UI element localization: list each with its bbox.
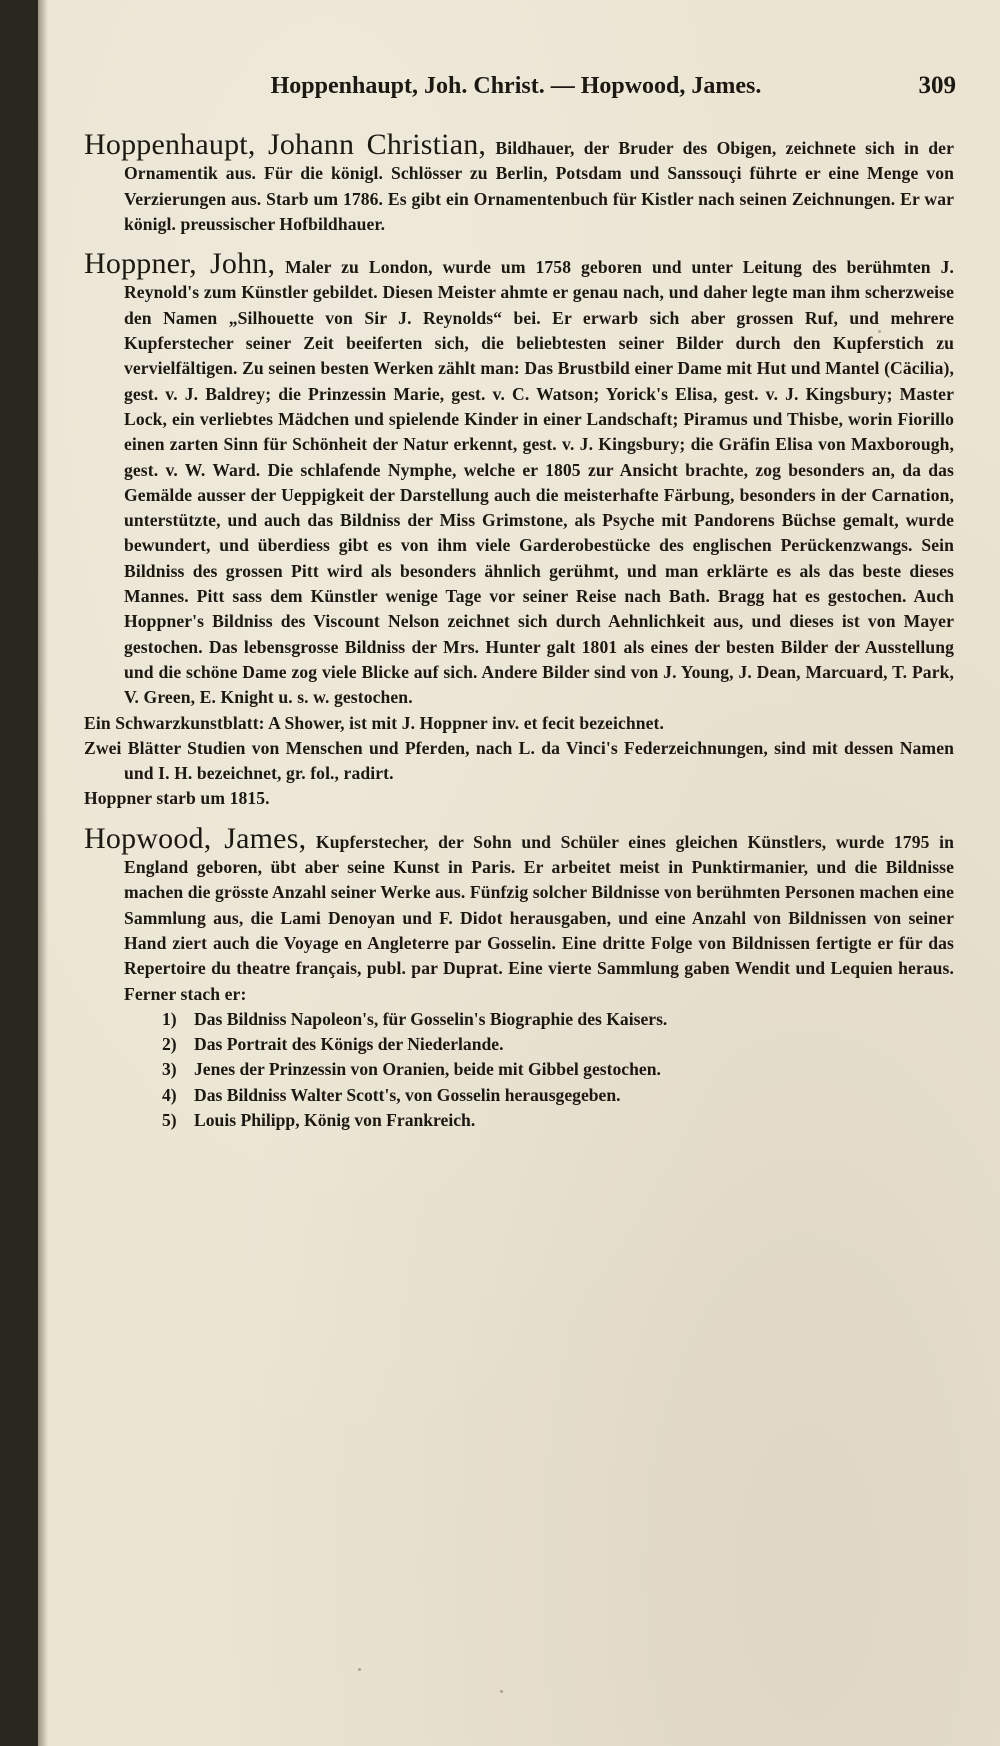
list-item-text: Jenes der Prinzessin von Oranien, beide mit Gibbel gestochen. [194, 1059, 661, 1080]
entry-paragraph [84, 128, 954, 237]
page-number: 309 [918, 72, 956, 99]
dictionary-entries [84, 128, 954, 1147]
list-item-number: 5) [162, 1109, 177, 1130]
entry-text: Maler zu London, wurde um 1758 geboren und unter Leitung des berühmten J. Reynold's zum Künstler gebildet. Diesen Meister ahmte er genau nach, und daher legte man ihm scherzweise den Namen „Silhouette von Sir J. Reynolds“ bei. Er erwarb sich aber grossen Ruf, und mehrere Kupferstecher seiner Zeit beeiferten sich, die beliebtesten seiner Bilder durch den Kupferstich zu vervielfältigen. Zu seinen besten Werken zählt man: Das Brustbild einer Dame mit Hut und Mantel (Cäcilia), gest. v. J. Baldrey; die Prinzessin Marie, gest. v. C. Watson; Yorick's Elisa, gest. v. J. Kingsbury; Master Lock, ein verliebtes Mädchen und spielende Kinder in einer Landschaft; Piramus und Thisbe, worin Fiorillo einen zarten Sinn für Schönheit der Natur erkennt, gest. v. J. Kingsbury; die Gräfin Elisa von Maxborough, gest. v. W. Ward. Die schlafende Nymphe, welche er 1805 zur Ansicht brachte, zog besonders an, da das Gemälde ausser der Ueppigkeit der Darstellung auch die meisterhafte Färbung, besonders in der Carnation, unterstützte, und auch das Bildniss der Miss Grimstone, als Psyche mit Pandorens Büchse gemalt, wurde bewundert, und überdiess gibt es von ihm viele Garderobestücke des englischen Perückenzwangs. Sein Bildniss des grossen Pitt wird als besonders ähnlich gerühmt, und man erklärte es als das beste dieses Mannes. Pitt sass dem Künstler wenige Tage vor seiner Reise nach Bath. Bragg hat es gestochen. Auch Hoppner's Bildniss des Viscount Nelson zeichnet sich durch Aehnlichkeit aus, und dieses ist von Mayer gestochen. Das lebensgrosse Bildniss der Mrs. Hunter galt 1801 als eines der besten Bilder der Ausstellung und die schöne Dame zog viele Blicke auf sich. Andere Bilder sind von J. Young, J. Dean, Marcuard, T. Park, V. Green, E. Knight u. s. w. gestochen. [124, 257, 954, 708]
list-item-number: 4) [162, 1084, 177, 1105]
paper-speck [878, 330, 881, 333]
entry-text: Bildhauer, der Bruder des Obigen, zeichnete sich in der Ornamentik aus. Für die königl. Schlösser zu Berlin, Potsdam und Sanssouçi führte er eine Menge von Verzierungen aus. Starb um 1786. Es gibt ein Ornamentenbuch für Kistler nach seinen Zeichnungen. Er war königl. preussischer Hofbildhauer. [124, 138, 954, 234]
list-item-text: Das Bildniss Napoleon's, für Gosselin's Biographie des Kaisers. [194, 1008, 668, 1029]
entry-hopwood [84, 821, 954, 1134]
list-item [162, 1032, 954, 1057]
paper-speck [500, 1690, 503, 1693]
list-item [162, 1007, 954, 1032]
entry-name: Hoppner, John, [84, 247, 276, 281]
list-item [162, 1108, 954, 1133]
list-item [162, 1057, 954, 1082]
entry-paragraph [84, 247, 954, 710]
paper-speck [358, 1668, 361, 1671]
entry-hoppenhaupt [84, 128, 954, 237]
list-item-number: 1) [162, 1008, 177, 1029]
entry-text: Kupferstecher, der Sohn und Schüler eines gleichen Künstlers, wurde 1795 in England geboren, übt aber seine Kunst in Paris. Er arbeitet meist in Punktirmanier, und die Bildnisse machen die grösste Anzahl seiner Werke aus. Fünfzig solcher Bildnisse von berühmten Personen machen eine Sammlung aus, die Lami Denoyan und F. Didot herausgaben, und eine Anzahl von Bildnissen von seiner Hand ziert auch die Voyage en Angleterre par Gosselin. Eine dritte Folge von Bildnissen fertigte er für das Repertoire du theatre français, publ. par Duprat. Eine vierte Sammlung gaben Wendit und Lequien heraus. Ferner stach er: [124, 831, 954, 1004]
list-item-number: 2) [162, 1034, 177, 1055]
list-item-text: Das Bildniss Walter Scott's, von Gosselin herausgegeben. [194, 1084, 621, 1105]
page-edge-shadow [38, 0, 48, 1746]
list-item-number: 3) [162, 1059, 177, 1080]
entry-name: Hoppenhaupt, Johann Christian, [84, 128, 487, 161]
entry-name: Hopwood, James, [84, 821, 307, 855]
entry-hoppner [84, 247, 954, 812]
works-list [84, 1007, 954, 1133]
list-item-text: Das Portrait des Königs der Niederlande. [194, 1034, 504, 1055]
list-item-text: Louis Philipp, König von Frankreich. [194, 1109, 476, 1130]
list-item [162, 1083, 954, 1108]
page-header [156, 70, 956, 110]
book-page [38, 0, 1000, 1746]
entry-paragraph [84, 821, 954, 1007]
entry-closing-note: Hoppner starb um 1815. [84, 788, 270, 809]
entry-subparagraph: Zwei Blätter Studien von Menschen und Pferden, nach L. da Vinci's Federzeichnungen, sind mit dessen Namen und I. H. bezeichnet, gr. fol., radirt. [84, 737, 954, 784]
entry-subparagraph: Ein Schwarzkunstblatt: A Shower, ist mit J. Hoppner inv. et fecit bezeichnet. [84, 712, 664, 733]
running-head: Hoppenhaupt, Joh. Christ. — Hopwood, James. [270, 73, 762, 99]
